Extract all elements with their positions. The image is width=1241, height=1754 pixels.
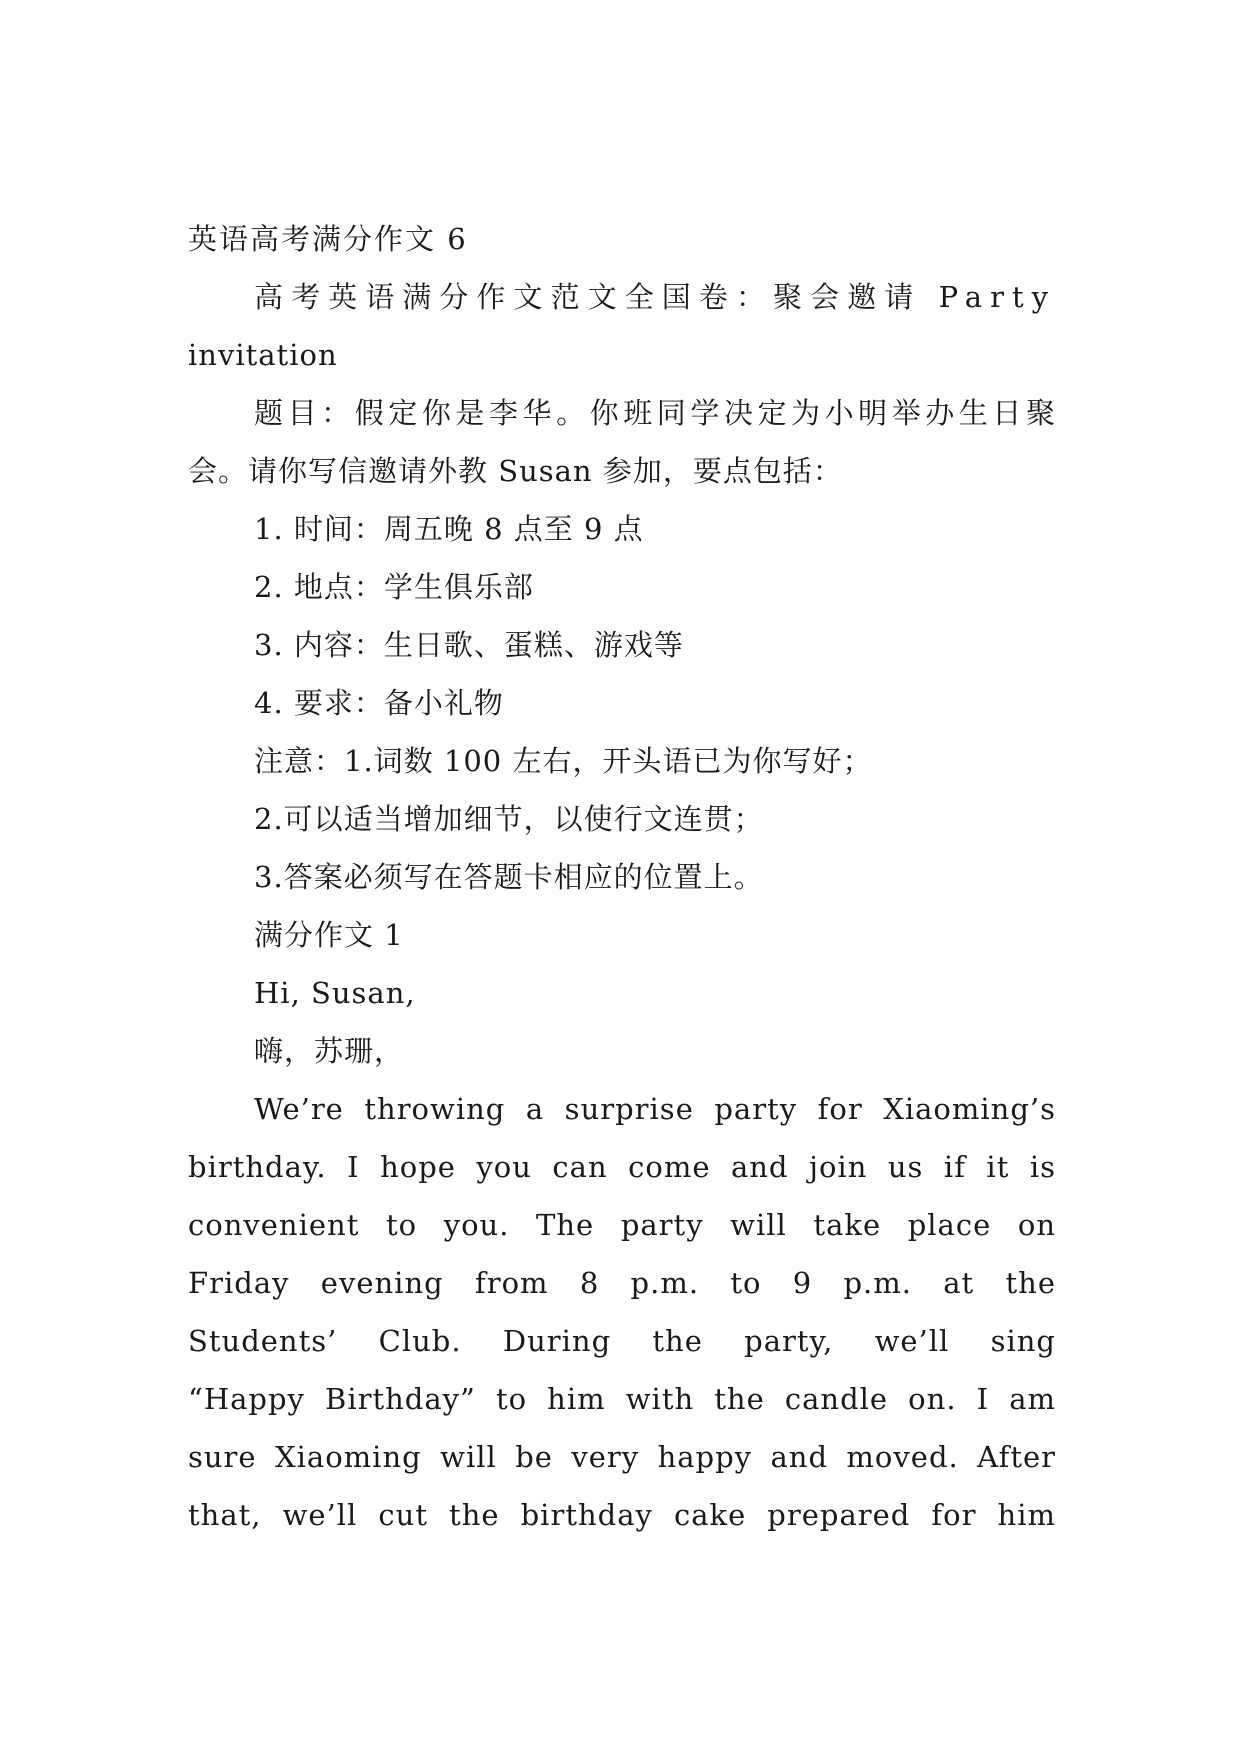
- essay-body-line: Students’ Club. During the party, we’ll sing: [188, 1324, 1056, 1358]
- essay-body-line: “Happy Birthday” to him with the candle on. I am: [188, 1382, 1056, 1416]
- point-item-place: 2. 地点：学生俱乐部: [254, 570, 534, 604]
- essay-body-line: sure Xiaoming will be very happy and moved. After: [188, 1440, 1056, 1474]
- essay-heading: 满分作文 1: [254, 918, 404, 952]
- prompt-line-2: 会。请你写信邀请外教 Susan 参加，要点包括：: [188, 454, 843, 488]
- essay-body-line: that, we’ll cut the birthday cake prepared for him: [188, 1498, 1056, 1532]
- note-line-2: 2.可以适当增加细节，以使行文连贯；: [254, 802, 764, 836]
- document-title: 英语高考满分作文 6: [188, 222, 468, 256]
- point-item-requirement: 4. 要求：备小礼物: [254, 686, 504, 720]
- essay-subtitle-line-2: invitation: [188, 338, 338, 372]
- greeting-chinese: 嗨，苏珊，: [254, 1034, 405, 1068]
- essay-body-line: convenient to you. The party will take place on: [188, 1208, 1056, 1242]
- essay-subtitle-line-1: 高考英语满分作文范文全国卷：聚会邀请 Party: [254, 280, 1056, 314]
- document-page: [188, 210, 1056, 1544]
- point-item-content: 3. 内容：生日歌、蛋糕、游戏等: [254, 628, 684, 662]
- essay-body-line: Friday evening from 8 p.m. to 9 p.m. at the: [188, 1266, 1056, 1300]
- note-line-1: 注意：1.词数 100 左右，开头语已为你写好；: [254, 744, 873, 778]
- essay-body-line: birthday. I hope you can come and join us if it is: [188, 1150, 1056, 1184]
- essay-body-line: We’re throwing a surprise party for Xiaoming’s: [254, 1092, 1056, 1126]
- point-item-time: 1. 时间：周五晚 8 点至 9 点: [254, 512, 644, 546]
- prompt-line-1: 题目：假定你是李华。你班同学决定为小明举办生日聚: [254, 396, 1056, 430]
- greeting-english: Hi, Susan,: [254, 976, 416, 1010]
- note-line-3: 3.答案必须写在答题卡相应的位置上。: [254, 860, 764, 894]
